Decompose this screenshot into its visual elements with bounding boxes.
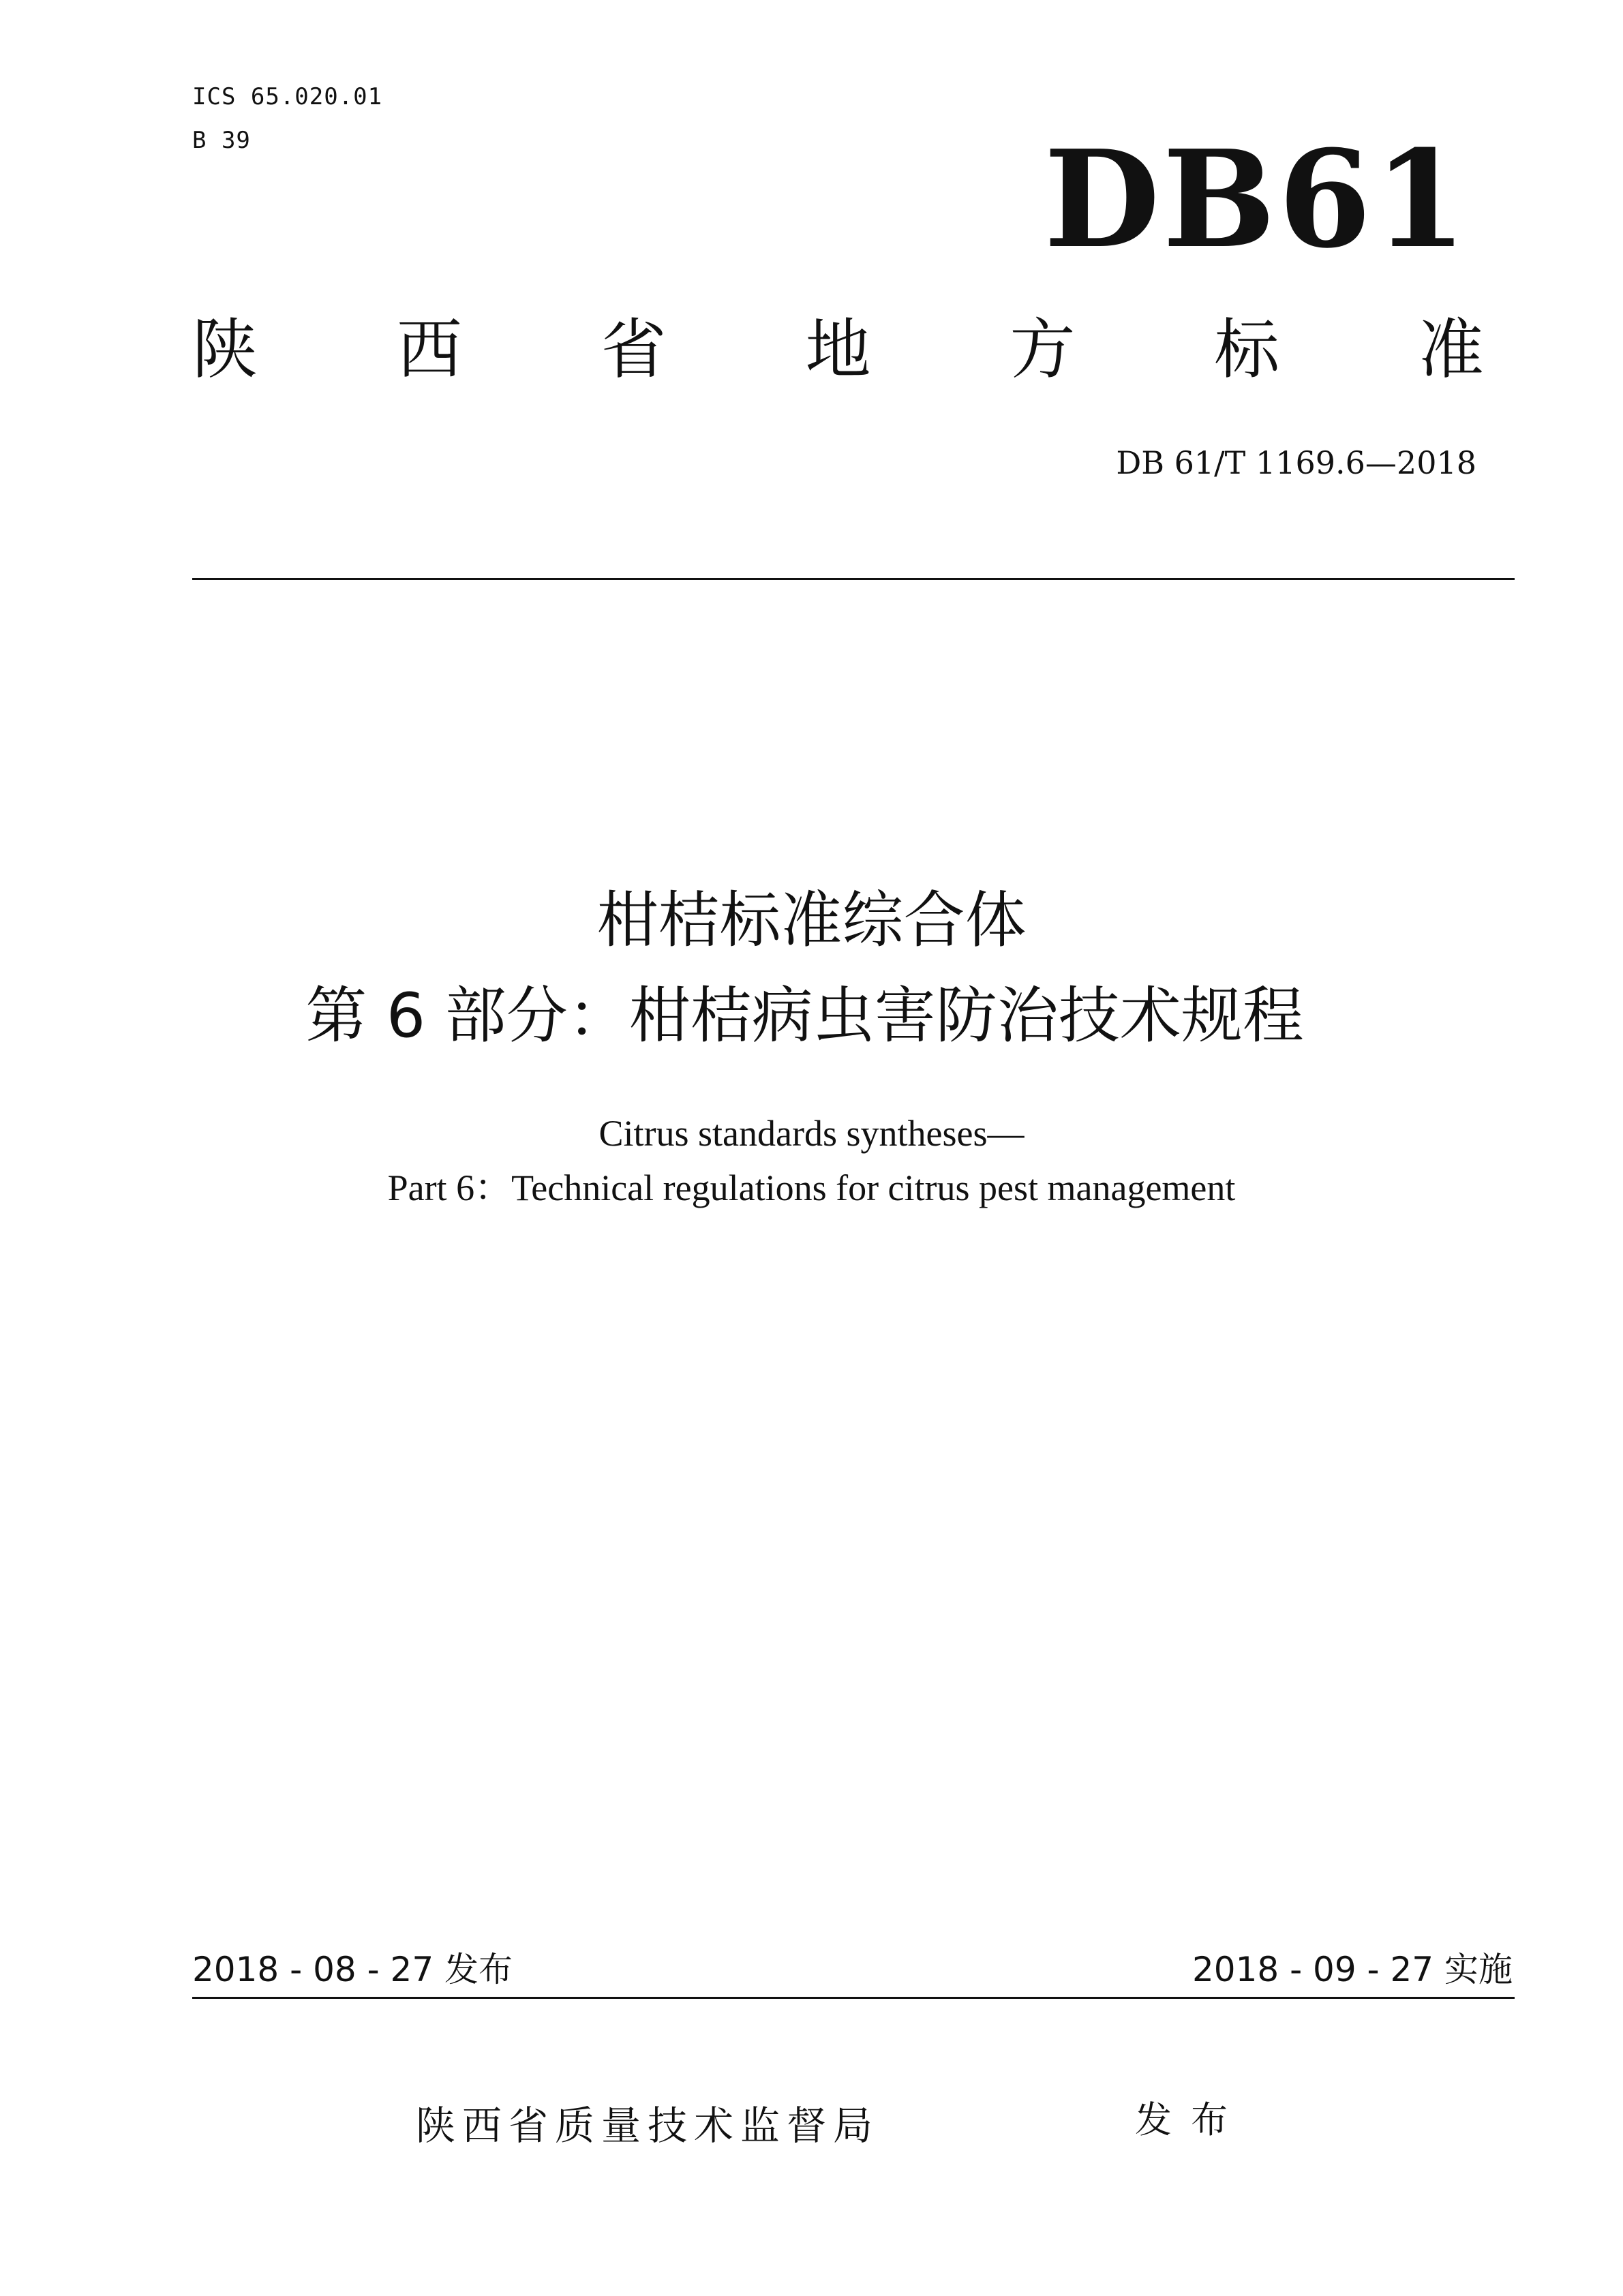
db61-logo: DB61: [1044, 121, 1470, 278]
issue-date: 2018 - 08 - 27 发布: [192, 1950, 513, 1989]
title-en-line1: Citrus standards syntheses—: [598, 1113, 1025, 1154]
title-zh-line2: 第 6 部分：柑桔病虫害防治技术规程: [305, 980, 1304, 1052]
publish-label: 发布: [1135, 2098, 1247, 2141]
publisher-name: 陕西省质量技术监督局: [416, 2102, 880, 2149]
heading-char: 西: [396, 311, 462, 388]
header-divider: [192, 578, 1515, 580]
implementation-date: 2018 - 09 - 27 实施: [1192, 1950, 1513, 1989]
footer-divider: [192, 1997, 1515, 1999]
ics-code: ICS 65.020.01: [192, 83, 383, 110]
heading-char: 准: [1418, 311, 1484, 388]
classification-code: B 39: [192, 127, 251, 154]
heading-char: 标: [1214, 311, 1280, 388]
heading-char: 陕: [192, 311, 258, 388]
standard-category-heading: [192, 311, 1484, 388]
standard-number: DB 61/T 1169.6—2018: [1116, 444, 1476, 481]
heading-char: 省: [601, 311, 667, 388]
title-en-line2: Part 6：Technical regulations for citrus pest management: [387, 1167, 1236, 1208]
heading-char: 方: [1010, 311, 1076, 388]
heading-char: 地: [805, 311, 871, 388]
title-zh-line1: 柑桔标准综合体: [596, 885, 1027, 956]
